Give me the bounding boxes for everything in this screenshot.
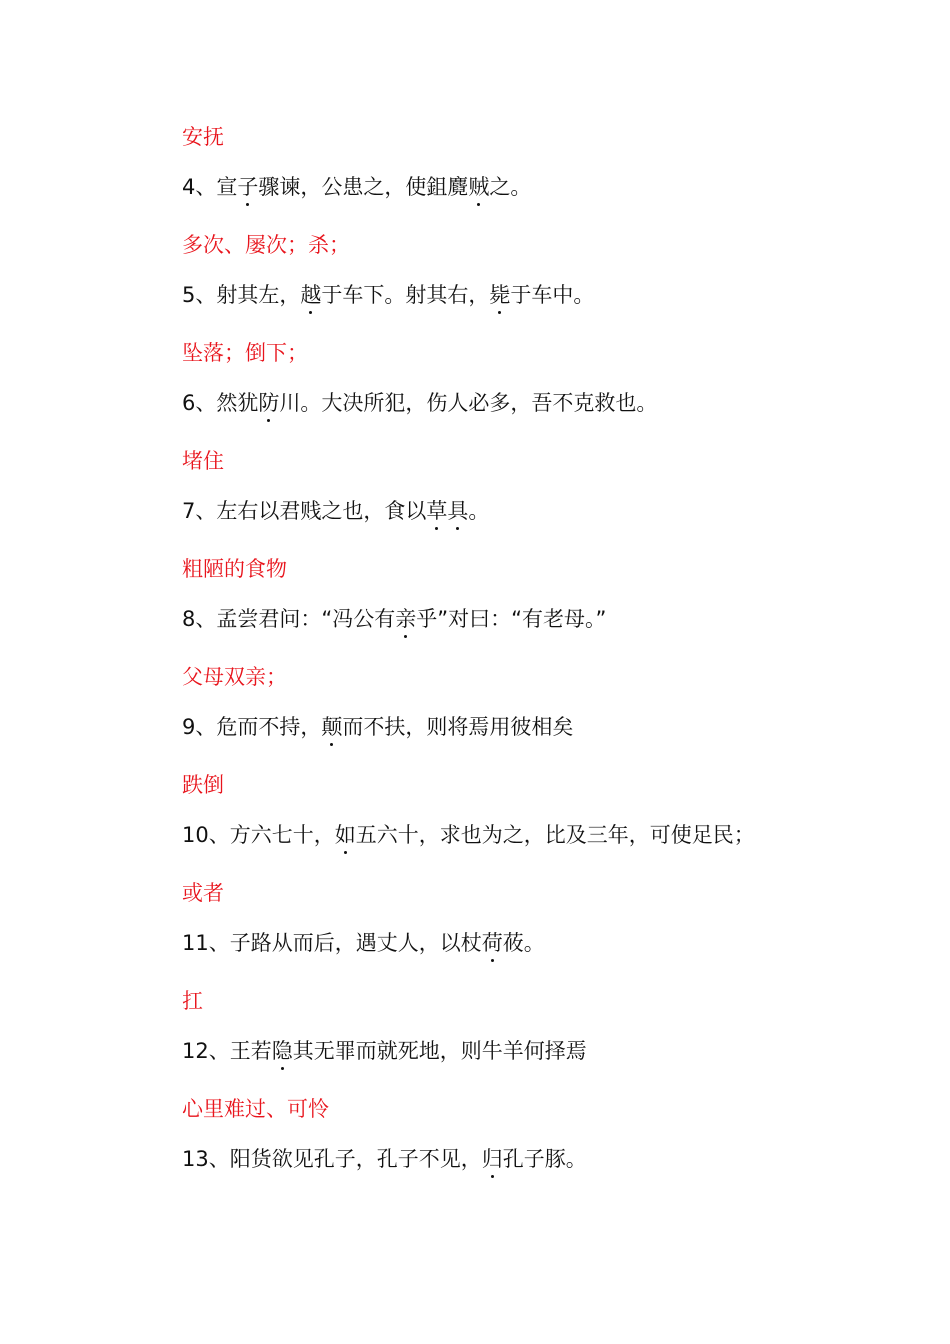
- sentence-text: 之。: [489, 175, 532, 199]
- sentence-line: [182, 173, 531, 201]
- sentence-line: [182, 1145, 587, 1173]
- sentence-text: 11、子路从而后，遇丈人，以杖: [182, 931, 482, 955]
- emphasized-character: 颠: [321, 715, 343, 739]
- sentence-text: 8、孟尝君问：“冯公有: [182, 607, 396, 631]
- emphasized-character: 荷: [481, 931, 503, 955]
- sentence-text: 12、王若: [182, 1039, 272, 1063]
- answer-line: 跌倒: [182, 773, 224, 797]
- emphasized-character: 草: [426, 499, 448, 523]
- sentence-text: 五六十，求也为之，比及三年，可使足民；: [355, 823, 755, 847]
- answer-line: 坠落；倒下；: [182, 341, 308, 365]
- sentence-text: 骤谏，公患之，使鉏麑: [258, 175, 469, 199]
- emphasized-character: 归: [481, 1147, 503, 1171]
- emphasized-character: 贼: [468, 175, 490, 199]
- answer-line: 父母双亲；: [182, 665, 287, 689]
- sentence-line: [182, 497, 489, 525]
- emphasized-character: 越: [300, 283, 322, 307]
- answer-line: 心里难过、可怜: [182, 1097, 329, 1121]
- answer-line: 或者: [182, 881, 224, 905]
- sentence-text: 于车中。: [510, 283, 595, 307]
- sentence-text: 6、然犹: [182, 391, 259, 415]
- sentence-line: [182, 821, 755, 849]
- sentence-line: [182, 929, 545, 957]
- sentence-text: 莜。: [502, 931, 545, 955]
- emphasized-character: 隐: [271, 1039, 293, 1063]
- sentence-text: 其无罪而就死地，则牛羊何择焉: [292, 1039, 587, 1063]
- sentence-text: 7、左右以君贱之也，食以: [182, 499, 427, 523]
- sentence-text: 13、阳货欲见孔子，孔子不见，: [182, 1147, 482, 1171]
- answer-line: 粗陋的食物: [182, 557, 287, 581]
- sentence-text: 川。大决所犯，伤人必多，吾不克救也。: [279, 391, 658, 415]
- answer-line: 安抚: [182, 125, 224, 149]
- sentence-text: 于车下。射其右，: [321, 283, 490, 307]
- emphasized-character: 毙: [489, 283, 511, 307]
- sentence-line: [182, 713, 573, 741]
- sentence-text: 乎”对曰：“有老母。”: [416, 607, 607, 631]
- sentence-line: [182, 1037, 587, 1065]
- emphasized-character: 防: [258, 391, 280, 415]
- emphasized-character: 子: [237, 175, 259, 199]
- emphasized-character: 亲: [395, 607, 417, 631]
- answer-line: 多次、屡次；杀；: [182, 233, 350, 257]
- answer-line: 扛: [182, 989, 203, 1013]
- emphasized-character: 如: [334, 823, 356, 847]
- sentence-line: [182, 281, 594, 309]
- sentence-text: 4、宣: [182, 175, 238, 199]
- sentence-text: 5、射其左，: [182, 283, 301, 307]
- sentence-text: 10、方六七十，: [182, 823, 335, 847]
- sentence-text: 。: [468, 499, 490, 523]
- answer-line: 堵住: [182, 449, 224, 473]
- sentence-text: 而不扶，则将焉用彼相矣: [342, 715, 574, 739]
- sentence-line: [182, 389, 657, 417]
- sentence-text: 9、危而不持，: [182, 715, 322, 739]
- emphasized-character: 具: [447, 499, 469, 523]
- sentence-line: [182, 605, 606, 633]
- sentence-text: 孔子豚。: [502, 1147, 587, 1171]
